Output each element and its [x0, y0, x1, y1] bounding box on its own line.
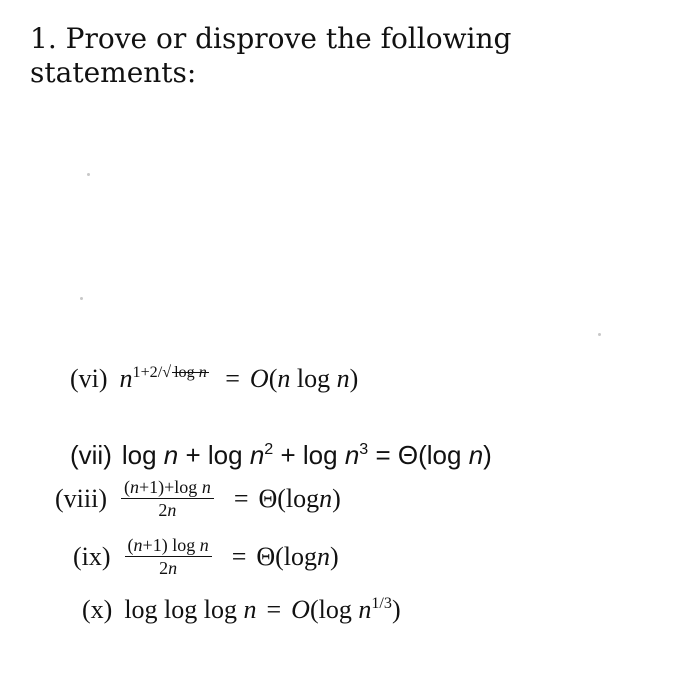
statement-label: (x)	[82, 595, 113, 624]
statement-formula: $\frac{\text{(n+1)+log n}}{2n}$ = Θ(log n )	[115, 478, 341, 519]
statement-label: (vii)	[70, 440, 112, 470]
statement-label: (viii)	[55, 483, 107, 513]
statement-vii	[70, 440, 492, 471]
problem-heading: 1. Prove or disprove the following statements:	[30, 22, 512, 89]
statement-x	[82, 597, 401, 623]
statement-vi	[70, 366, 358, 392]
fraction: $\frac{\text{(n+1)+log n}}{2n}$	[121, 478, 214, 519]
statement-ix	[73, 536, 339, 577]
statement-formula: $\log n + \log n^2 + \log n^3 = \Theta(\log$ n)	[121, 440, 492, 470]
statement-label: (vi)	[70, 364, 108, 393]
statement-formula: $n^{1+2/ √ log n}$ = O(n log n)	[119, 364, 359, 393]
statement-formula: log log log n = O(log $n^{1/3}$)	[124, 595, 401, 624]
fraction: $\frac{\text{(n+1) log n}}{2n}$	[125, 536, 212, 577]
artifact-dot	[80, 297, 83, 300]
statement-label: (ix)	[73, 541, 111, 571]
artifact-dot	[87, 173, 90, 176]
statement-formula: $\frac{\text{(n+1) log n}}{2n}$ = Θ(log n )	[119, 536, 339, 577]
artifact-dot	[598, 333, 601, 336]
statement-viii	[55, 478, 341, 519]
